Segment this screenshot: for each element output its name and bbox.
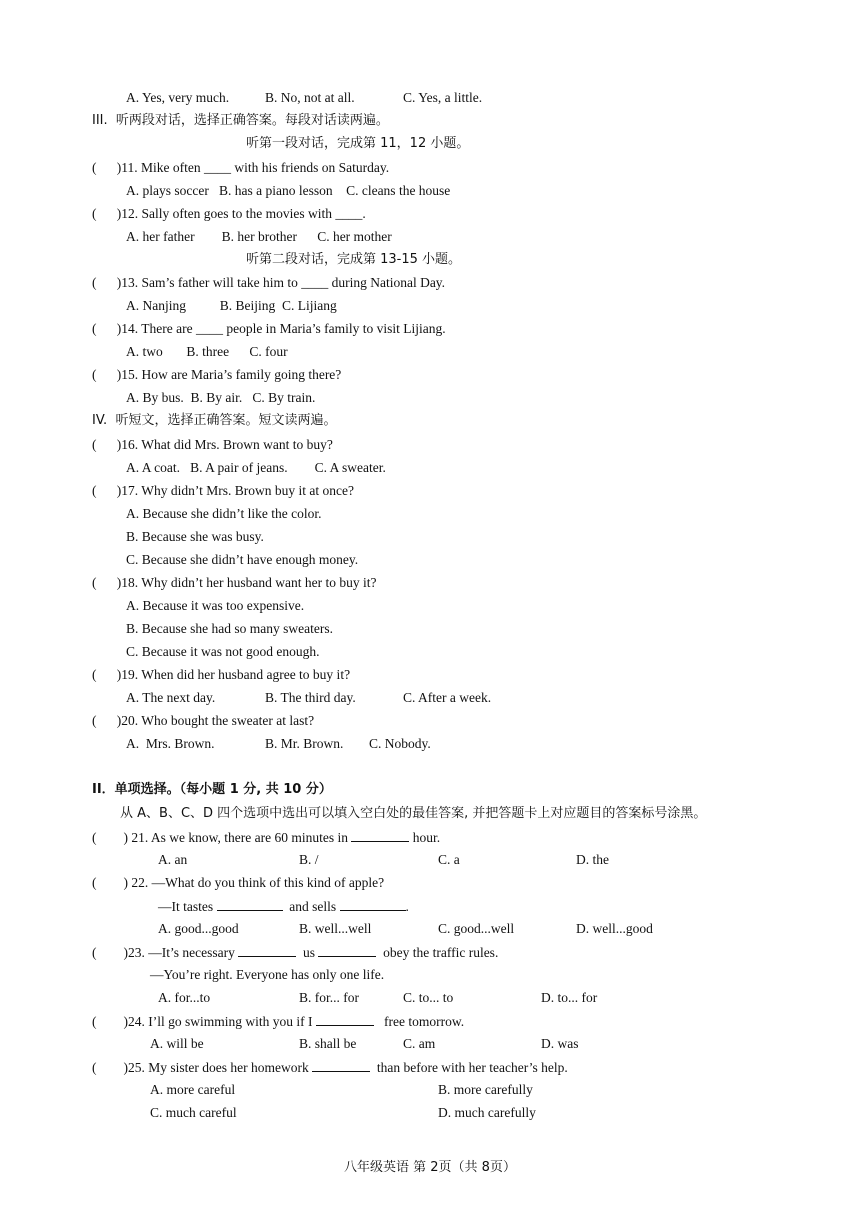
option-b: B. No, not at all.: [265, 90, 355, 105]
question-20: ( )20. Who bought the sweater at last?: [92, 713, 315, 728]
option-d: D. the: [576, 852, 609, 867]
question-16: ( )16. What did Mrs. Brown want to buy?: [92, 437, 333, 452]
question-11-options: A. plays soccer B. has a piano lesson C. cleans the house: [126, 183, 451, 198]
option-a: A. Because she didn’t like the color.: [126, 506, 322, 521]
answer-blank: [217, 898, 283, 911]
question-21: ( ) 21. As we know, there are 60 minutes in hour.: [92, 830, 441, 845]
option-c: C. good...well: [438, 921, 515, 936]
answer-blank: [340, 898, 406, 911]
question-18: ( )18. Why didn’t her husband want her to buy it?: [92, 575, 377, 590]
option-c: C. am: [403, 1036, 436, 1051]
option-b: B. Mr. Brown.: [265, 736, 344, 751]
dialogue-2-heading: 听第二段对话，完成第 13-15 小题。: [246, 252, 462, 267]
option-d: D. was: [541, 1036, 579, 1051]
option-d: D. much carefully: [438, 1105, 536, 1120]
answer-blank: [238, 944, 296, 957]
section-iii-title: III. 听两段对话，选择正确答案。每段对话读两遍。: [92, 113, 389, 128]
option-c: C. Nobody.: [369, 736, 431, 751]
option-a: A. Mrs. Brown.: [126, 736, 215, 751]
page-footer: 八年级英语 第 2页（共 8页）: [344, 1160, 516, 1175]
answer-blank: [318, 944, 376, 957]
option-a: A. The next day.: [126, 690, 216, 705]
option-b: B. shall be: [299, 1036, 357, 1051]
answer-blank: [316, 1013, 374, 1026]
question-12-options: A. her father B. her brother C. her mother: [126, 229, 392, 244]
answer-blank: [351, 829, 409, 842]
question-17: ( )17. Why didn’t Mrs. Brown buy it at once?: [92, 483, 354, 498]
option-c: C. Yes, a little.: [403, 90, 483, 105]
question-14: ( )14. There are ____ people in Maria’s family to visit Lijiang.: [92, 321, 446, 336]
option-a: A. good...good: [158, 921, 239, 936]
option-c: C. to... to: [403, 990, 454, 1005]
question-19: ( )19. When did her husband agree to buy it?: [92, 667, 351, 682]
option-c: C. a: [438, 852, 460, 867]
question-22: ( ) 22. —What do you think of this kind of apple?: [92, 875, 385, 890]
section-ii-title: II．单项选择。（每小题 1 分, 共 10 分）: [92, 782, 332, 797]
question-14-options: A. two B. three C. four: [126, 344, 288, 359]
question-13: ( )13. Sam’s father will take him to ____ during National Day.: [92, 275, 446, 290]
option-b: B. well...well: [299, 921, 372, 936]
option-d: D. to... for: [541, 990, 598, 1005]
question-22-line-2: —It tastes and sells .: [158, 899, 409, 914]
question-13-options: A. Nanjing B. Beijing C. Lijiang: [126, 298, 337, 313]
question-12: ( )12. Sally often goes to the movies with ____.: [92, 206, 366, 221]
option-b: B. Because she was busy.: [126, 529, 264, 544]
option-a: A. more careful: [150, 1082, 236, 1097]
option-a: A. Because it was too expensive.: [126, 598, 305, 613]
question-15-options: A. By bus. B. By air. C. By train.: [126, 390, 316, 405]
option-c: C. Because it was not good enough.: [126, 644, 320, 659]
question-11: ( )11. Mike often ____ with his friends on Saturday.: [92, 160, 390, 175]
dialogue-1-heading: 听第一段对话，完成第 11，12 小题。: [246, 136, 470, 151]
question-15: ( )15. How are Maria’s family going there?: [92, 367, 342, 382]
option-c: C. much careful: [150, 1105, 237, 1120]
option-a: A. an: [158, 852, 188, 867]
question-16-options: A. A coat. B. A pair of jeans. C. A sweater.: [126, 460, 386, 475]
option-b: B. /: [299, 852, 319, 867]
option-b: B. The third day.: [265, 690, 356, 705]
option-c: C. Because she didn’t have enough money.: [126, 552, 359, 567]
option-c: C. After a week.: [403, 690, 492, 705]
option-a: A. Yes, very much.: [126, 90, 230, 105]
answer-blank: [312, 1059, 370, 1072]
option-d: D. well...good: [576, 921, 653, 936]
section-iv-title: IV. 听短文，选择正确答案。短文读两遍。: [92, 413, 337, 428]
question-24: ( )24. I’ll go swimming with you if I free tomorrow.: [92, 1014, 465, 1029]
section-ii-instructions: 从 A、B、C、D 四个选项中选出可以填入空白处的最佳答案, 并把答题卡上对应题目的答案标号涂黑。: [120, 806, 707, 821]
question-23-line-2: —You’re right. Everyone has only one life.: [150, 967, 385, 982]
option-a: A. for...to: [158, 990, 211, 1005]
option-b: B. for... for: [299, 990, 359, 1005]
question-23: ( )23. —It’s necessary us obey the traffic rules.: [92, 945, 499, 960]
option-a: A. will be: [150, 1036, 204, 1051]
option-b: B. more carefully: [438, 1082, 533, 1097]
option-b: B. Because she had so many sweaters.: [126, 621, 333, 636]
question-25: ( )25. My sister does her homework than before with her teacher’s help.: [92, 1060, 568, 1075]
